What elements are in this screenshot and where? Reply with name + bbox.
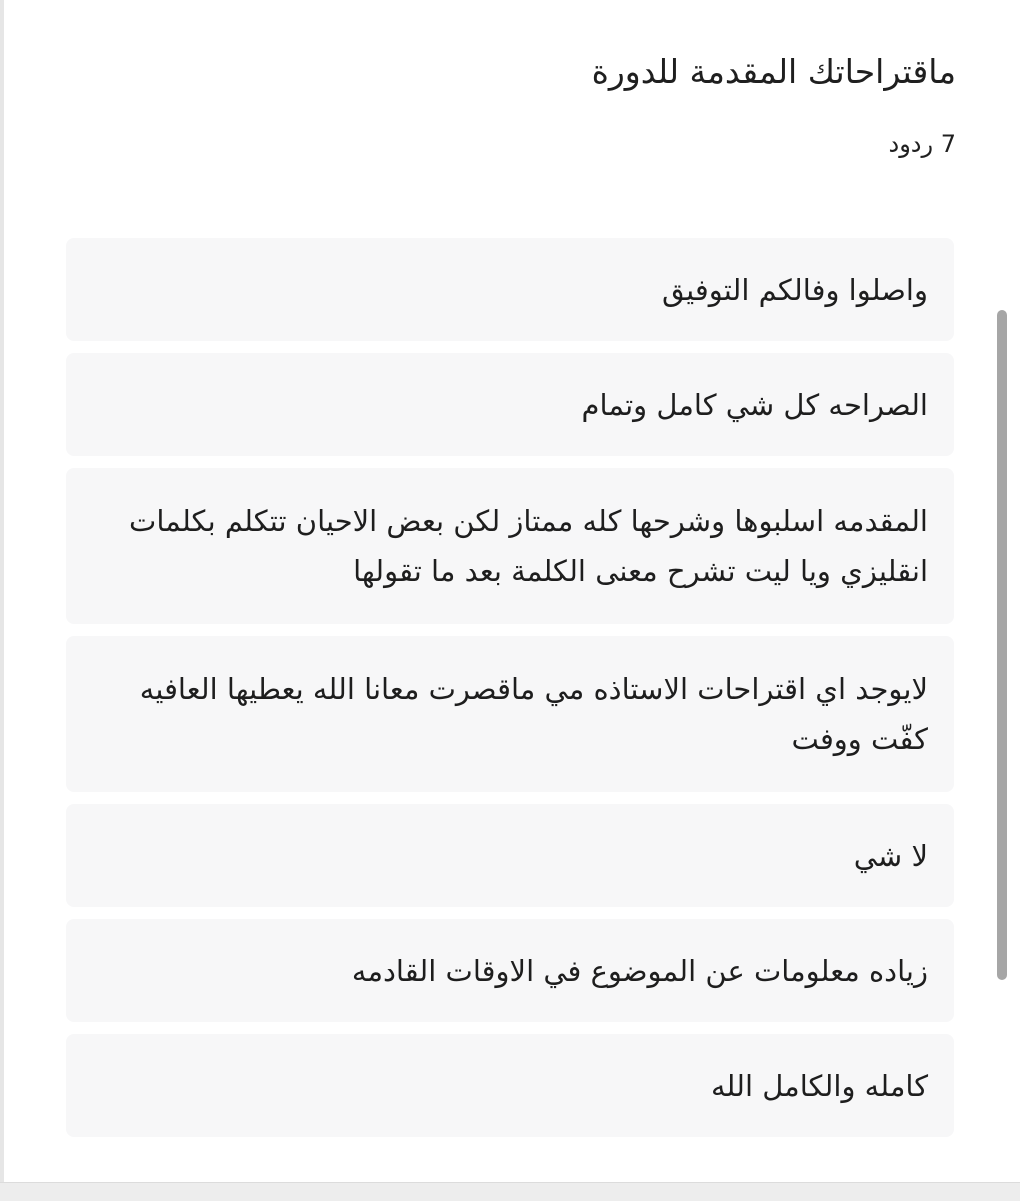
bottom-edge-bar <box>0 1182 1020 1201</box>
response-text: الصراحه كل شي كامل وتمام <box>581 387 928 422</box>
scrollbar-thumb[interactable] <box>997 310 1007 980</box>
response-text: كامله والكامل الله <box>710 1068 928 1103</box>
response-count: 7 ردود <box>888 130 956 158</box>
response-item <box>66 804 954 907</box>
response-text: لا شي <box>853 838 928 873</box>
response-text: واصلوا وفالكم التوفيق <box>661 272 928 307</box>
response-item <box>66 468 954 624</box>
response-item <box>66 636 954 792</box>
response-text: لايوجد اي اقتراحات الاستاذه مي ماقصرت معانا الله يعطيها العافيه كفّت ووفت <box>139 672 928 756</box>
response-text: المقدمه اسلبوها وشرحها كله ممتاز لكن بعض الاحيان تتكلم بكلمات انقليزي ويا ليت تشرح معنى الكلمة بعد ما تقولها <box>129 504 928 588</box>
response-item <box>66 353 954 456</box>
response-list <box>66 238 954 1149</box>
question-title: ماقتراحاتك المقدمة للدورة <box>591 52 956 91</box>
response-text: زياده معلومات عن الموضوع في الاوقات القادمه <box>351 953 928 988</box>
response-item <box>66 919 954 1022</box>
response-item <box>66 1034 954 1137</box>
response-item <box>66 238 954 341</box>
scrollbar[interactable] <box>995 300 1009 1000</box>
